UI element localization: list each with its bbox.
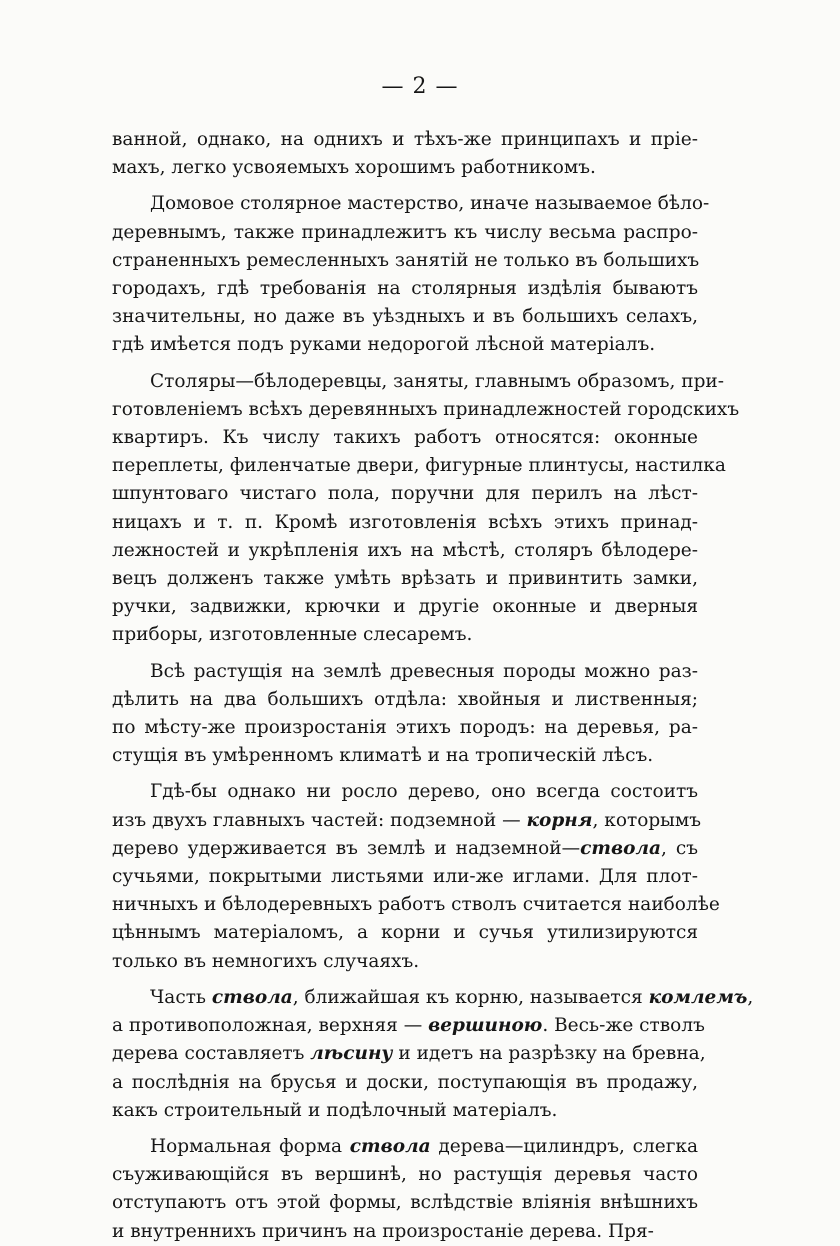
paragraph-gap: [112, 770, 698, 778]
text-line: Часть ствола, ближайшая къ корню, называется комлемъ,: [150, 986, 754, 1008]
text-line: сучьями, покрытыми листьями или-же иглами. Для плот-: [112, 866, 698, 888]
paragraph: [112, 126, 698, 182]
text-line: махъ, легко усвояемыхъ хорошимъ работникомъ.: [112, 157, 596, 179]
text-line: значительны, но даже въ уѣздныхъ и въ большихъ селахъ,: [112, 306, 698, 328]
text-line: ницахъ и т. п. Кромѣ изготовленія всѣхъ этихъ принад-: [112, 511, 698, 533]
paragraph: [112, 658, 698, 771]
text-line: страненныхъ ремесленныхъ занятій не только въ большихъ: [112, 249, 700, 271]
text-line: Столяры—бѣлодеревцы, заняты, главнымъ образомъ, при-: [150, 370, 725, 392]
text-line: Гдѣ-бы однако ни росло дерево, оно всегда состоитъ: [150, 781, 698, 803]
paragraph-gap: [112, 182, 698, 190]
text-line: изъ двухъ главныхъ частей: подземной — корня, которымъ: [112, 809, 702, 831]
text-line: а противоположная, верхняя — вершиною. Весь-же стволъ: [112, 1015, 705, 1037]
paragraph: [112, 1133, 698, 1246]
body-text: [112, 126, 754, 1246]
text-line: гдѣ имѣется подъ руками недорогой лѣсной матеріалъ.: [112, 334, 656, 356]
text-line: съуживающійся въ вершинѣ, но растущія деревья часто: [112, 1164, 698, 1186]
text-line: дерева составляетъ лѣсину и идетъ на разрѣзку на бревна,: [112, 1043, 706, 1065]
text-line: только въ немногихъ случаяхъ.: [112, 950, 420, 972]
text-line: дѣлить на два большихъ отдѣла: хвойныя и лиственныя;: [112, 688, 698, 710]
paragraph-gap: [112, 1125, 698, 1133]
text-line: ванной, однако, на однихъ и тѣхъ-же принципахъ и пріе-: [112, 129, 698, 150]
text-line: городахъ, гдѣ требованія на столярныя издѣлія бываютъ: [112, 278, 698, 300]
text-line: по мѣсту-же произростанія этихъ породъ: на деревья, ра-: [112, 717, 698, 739]
page-number: — 2 —: [381, 74, 459, 99]
paragraph: [112, 190, 710, 359]
text-line: стущія въ умѣренномъ климатѣ и на тропическій лѣсъ.: [112, 745, 654, 767]
text-line: а послѣднія на брусья и доски, поступающія въ продажу,: [112, 1071, 698, 1093]
paragraph-gap: [112, 976, 698, 984]
text-line: ручки, задвижки, крючки и другіе оконные и дверныя: [112, 596, 698, 618]
paragraph-gap: [112, 650, 698, 658]
text-line: квартиръ. Къ числу такихъ работъ относятся: оконные: [112, 427, 698, 449]
paragraph: [112, 778, 720, 975]
paragraph-gap: [112, 360, 698, 368]
text-line: цѣннымъ матеріаломъ, а корни и сучья утилизируются: [112, 922, 698, 944]
paragraph: [112, 368, 740, 650]
text-line: отступаютъ отъ этой формы, вслѣдствіе вліянія внѣшнихъ: [112, 1192, 698, 1214]
text-line: Домовое столярное мастерство, иначе называемое бѣло-: [150, 193, 710, 215]
text-line: переплеты, филенчатые двери, фигурные плинтусы, настилка: [112, 455, 726, 477]
text-line: ничныхъ и бѣлодеревныхъ работъ стволъ считается наиболѣе: [112, 894, 720, 916]
text-line: вецъ долженъ также умѣть врѣзать и привинтить замки,: [112, 568, 698, 590]
text-line: приборы, изготовленные слесаремъ.: [112, 624, 473, 646]
text-line: какъ строительный и подѣлочный матеріалъ.: [112, 1099, 558, 1121]
text-line: Нормальная форма ствола дерева—цилиндръ, слегка: [150, 1135, 698, 1157]
text-line: лежностей и укрѣпленія ихъ на мѣстѣ, столяръ бѣлодере-: [112, 539, 698, 561]
text-line: Всѣ растущія на землѣ древесныя породы можно раз-: [150, 660, 698, 682]
text-line: деревнымъ, также принадлежитъ къ числу весьма распро-: [112, 221, 698, 243]
paragraph: [112, 984, 754, 1125]
text-line: готовленіемъ всѣхъ деревянныхъ принадлежностей городскихъ: [112, 398, 740, 420]
text-line: шпунтоваго чистаго пола, поручни для перилъ на лѣст-: [112, 483, 698, 505]
text-line: и внутреннихъ причинъ на произростаніе дерева. Пря-: [112, 1220, 654, 1242]
text-line: дерево удерживается въ землѣ и надземной—ствола, съ: [112, 837, 698, 859]
